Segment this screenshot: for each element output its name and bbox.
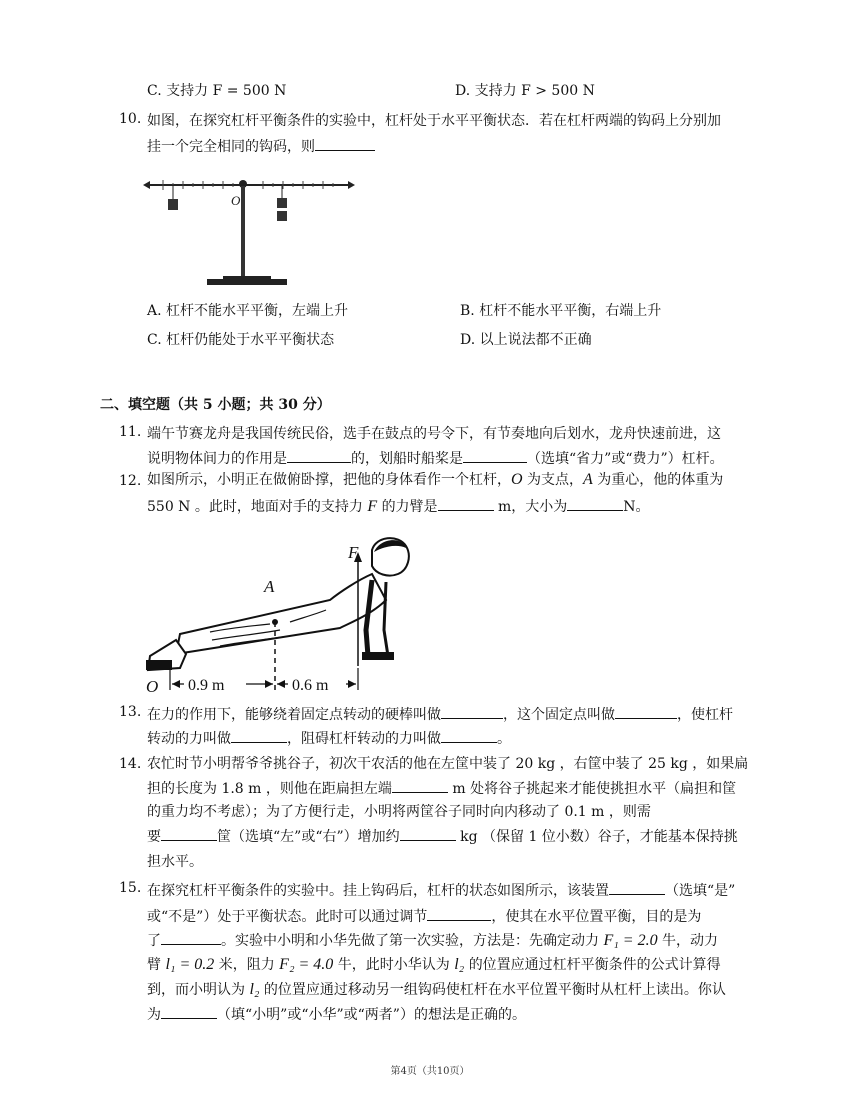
q12-text-a: 如图所示，小明正在做俯卧撑，把他的身体看作一个杠杆，	[147, 472, 511, 488]
q12-label-o: O	[146, 677, 159, 696]
q12-line2	[147, 496, 650, 517]
q15-text-1a: 在探究杠杆平衡条件的实验中。挂上钩码后，杠杆的状态如图所示，该装置	[147, 883, 609, 899]
q15-text-4a: 臂	[147, 957, 161, 973]
q9-option-d: D. 支持力 F > 500 N	[455, 83, 595, 99]
q12-line1	[147, 470, 723, 490]
q12-symbol-o: O	[511, 471, 523, 488]
q14-number: 14.	[119, 756, 142, 772]
q13-text-a: 在力的作用下，能够绕着固定点转动的硬棒叫做	[147, 707, 441, 723]
q14-text-4a: 要	[147, 829, 161, 845]
q10-stem-line2	[147, 136, 375, 157]
q9-option-c: C. 支持力 F = 500 N	[147, 83, 287, 99]
q15-text-6b: （填“小明”或“小华”或“两者”）的想法是正确的。	[217, 1007, 526, 1023]
q13-blank-2[interactable]	[615, 704, 677, 719]
q14-line4	[147, 826, 738, 847]
page-footer: 第4页（共10页）	[390, 1066, 470, 1077]
q15-text-4g: 的位置应通过杠杆平衡条件的公式计算得	[468, 957, 721, 973]
q13-blank-4[interactable]	[441, 728, 497, 743]
q12-text-e: 为重心，他的体重为	[597, 472, 724, 488]
q10-lever-figure	[143, 168, 358, 298]
q15-text-3b: 。实验中小明和小华先做了第一次实验，方法是：先确定动力	[221, 933, 599, 949]
q10-option-a: A. 杠杆不能水平平衡，左端上升	[147, 303, 349, 319]
q15-text-4e: 牛，此时小华认为	[337, 957, 450, 973]
q14-text-3c: ，则需	[608, 804, 651, 820]
q14-text-2d: m 处将谷子挑起来才能使挑担水平（扁担和筐	[452, 781, 737, 797]
q15-line6	[147, 1004, 526, 1025]
q15-text-2a: 或“不是”）处于平衡状态。此时可以通过调节	[147, 909, 428, 925]
q14-blank-side[interactable]	[161, 826, 217, 841]
q12-symbol-f: F	[367, 498, 378, 515]
q13-line1	[147, 704, 733, 725]
q14-blank-mass[interactable]	[400, 826, 456, 841]
q12-dim-1: 0.9 m	[188, 677, 225, 694]
q12-text-c: 为支点，	[527, 472, 584, 488]
q14-text-1c: ，右筐中装了	[559, 756, 644, 772]
q10-option-d: D. 以上说法都不正确	[460, 332, 592, 348]
q14-line5: 担水平。	[147, 854, 203, 870]
q15-text-2b: ，使其在水平位置平衡，目的是为	[491, 909, 702, 925]
q10-answer-blank[interactable]	[315, 136, 375, 151]
q10-stem-text: 挂一个完全相同的钩码，则	[147, 139, 315, 155]
q11-text-a: 说明物体间力的作用是	[147, 451, 287, 467]
q14-text-2c: ，则他在距扁担左端	[265, 781, 392, 797]
q15-text-5c: 的位置应通过移动另一组钩码使杠杆在水平位置平衡时从杠杆上读出。你认	[263, 982, 726, 998]
q15-text-4c: 米，阻力	[218, 957, 275, 973]
q13-text-c: ，使杠杆	[677, 707, 733, 723]
q15-blank-1[interactable]	[609, 880, 665, 895]
q13-text-b: ，这个固定点叫做	[503, 707, 615, 723]
q11-text-b: 的，划船时船桨是	[351, 451, 463, 467]
q11-text-c: （选填“省力”或“费力”）杠杆。	[527, 451, 724, 467]
q13-text-2c: 。	[497, 731, 511, 747]
q14-blank-distance[interactable]	[392, 778, 448, 793]
q12-number: 12.	[119, 473, 142, 489]
q14-text-2a: 担的长度为	[147, 781, 217, 797]
q10-pivot-label: O	[231, 193, 241, 208]
q11-line1: 端午节赛龙舟是我国传统民俗，选手在鼓点的号令下，有节奏地向后划水，龙舟快速前进，这	[147, 426, 721, 442]
q15-text-6a: 为	[147, 1007, 161, 1023]
q10-option-c: C. 杠杆仍能处于水平平衡状态	[147, 332, 335, 348]
q13-number: 13.	[119, 704, 142, 720]
q12-label-a: A	[264, 577, 275, 596]
q15-line5	[147, 980, 726, 1000]
q12-text-2c: 的力臂是	[381, 499, 438, 515]
q13-blank-3[interactable]	[231, 728, 287, 743]
q14-value-move: 0.1 m	[564, 804, 605, 820]
q14-text-4d: （保留 1 位小数）谷子，才能基本保持挑	[482, 829, 738, 845]
q14-line1	[147, 754, 748, 774]
q12-symbol-a: A	[583, 471, 593, 488]
q10-option-b: B. 杠杆不能水平平衡，右端上升	[460, 303, 662, 319]
q15-blank-2[interactable]	[427, 906, 491, 921]
q12-dim-2: 0.6 m	[292, 677, 329, 694]
q11-number: 11.	[119, 424, 142, 440]
q14-line2	[147, 778, 736, 799]
q12-text-2a: 550 N 。此时，地面对手的支持力	[147, 499, 363, 515]
q11-line2	[147, 448, 724, 469]
q15-f1: F₁ = 2.0	[603, 932, 658, 949]
q15-number: 15.	[119, 880, 142, 896]
q13-line2	[147, 728, 511, 749]
q15-blank-4[interactable]	[161, 1004, 217, 1019]
q15-line4	[147, 955, 721, 975]
q14-text-1e: ，如果扁	[692, 756, 749, 772]
q12-label-f: F	[348, 543, 359, 562]
q15-line2	[147, 906, 701, 927]
q14-value-length: 1.8 m	[221, 781, 262, 797]
q12-blank-force[interactable]	[567, 496, 623, 511]
q10-stem-line1: 如图，在探究杠杆平衡条件的实验中，杠杆处于水平平衡状态．若在杠杆两端的钩码上分别加	[147, 113, 721, 129]
q15-text-3d: 牛，动力	[662, 933, 719, 949]
q13-text-2b: ，阻碍杠杆转动的力叫做	[287, 731, 441, 747]
q11-blank-1[interactable]	[287, 448, 351, 463]
q15-l2-b: l₂	[249, 981, 260, 998]
q14-text-1a: 农忙时节小明帮爷爷挑谷子，初次干农活的他在左筐中装了	[147, 756, 511, 772]
q13-text-2a: 转动的力叫做	[147, 731, 231, 747]
q13-blank-1[interactable]	[441, 704, 503, 719]
q15-text-5a: 到，而小明认为	[147, 982, 245, 998]
q15-line1	[147, 880, 735, 901]
q14-line3	[147, 802, 651, 822]
q11-blank-2[interactable]	[463, 448, 527, 463]
q14-value-right: 25 kg	[648, 756, 688, 772]
q15-l2: l₂	[454, 956, 465, 973]
q14-text-4b: 筐（选填“左”或“右”）增加约	[217, 829, 400, 845]
q15-blank-3[interactable]	[161, 930, 221, 945]
q14-text-3a: 的重力均不考虑）；为了方便行走，小明将两筐谷子同时向内移动了	[147, 804, 560, 820]
q12-text-2d: m，大小为	[498, 499, 568, 515]
q12-blank-arm[interactable]	[438, 496, 494, 511]
q14-value-left: 20 kg	[515, 756, 556, 772]
q12-pushup-figure	[140, 530, 420, 700]
section-heading-fill-in: 二、填空题（共 5 小题；共 30 分）	[100, 397, 331, 413]
q15-text-1b: （选填“是”	[665, 883, 736, 899]
q14-unit-kg: kg	[460, 829, 478, 845]
q15-text-3a: 了	[147, 933, 161, 949]
q15-line3	[147, 930, 718, 951]
q15-l1: l₁ = 0.2	[165, 956, 215, 973]
q12-text-2e: N。	[623, 499, 650, 515]
q10-number: 10.	[119, 111, 142, 127]
q15-f2: F₂ = 4.0	[279, 956, 334, 973]
